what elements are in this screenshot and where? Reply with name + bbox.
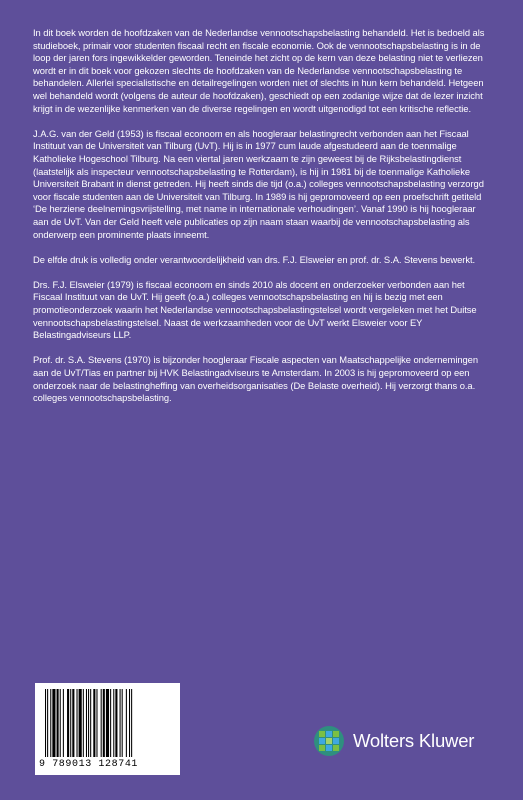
wolters-kluwer-logo-icon [313, 725, 345, 757]
publisher-logo [313, 722, 493, 762]
paragraph-author-van-der-geld: J.A.G. van der Geld (1953) is fiscaal econoom en als hoogleraar belastingrecht verbonden aan het Fiscaal Instituut van de Universiteit van Tilburg (UvT). Hij is in 1977 cum laude afgestudeerd aan de toenmalige Katholieke Hogeschool Tilburg. Na een viertal jaren werkzaam te zijn geweest bij de Rijksbelastingdienst (laatstelijk als inspecteur vennootschapsbelasting te Rotterdam), is hij in 1981 bij de toenmalige Katholieke Universiteit Brabant in dienst getreden. Hij heeft sinds die tijd (o.a.) colleges vennootschapsbelasting verzorgd voor fiscale studenten aan de Universiteit van Tilburg. In 1989 is hij gepromoveerd op een proefschrift getiteld ‘De herziene deelnemingsvrijstelling, met name in internationale verhoudingen’. Vanaf 1990 is hij hoogleraar aan de UvT. Van der Geld heeft vele publicaties op zijn naam staan waarbij de vennootschapsbelasting als onderwerp een prominente plaats inneemt. [33, 127, 484, 240]
paragraph-author-elsweier: Drs. F.J. Elsweier (1979) is fiscaal econoom en sinds 2010 als docent en onderzoeker verbonden aan het Fiscaal Instituut van de UvT. Hij geeft (o.a.) colleges vennootschapsbelasting en hij is bezig met een promotieonderzoek waarin het Nederlandse vennootschapsbelastingstelsel wordt vergeleken met het Duitse vennootschapsbelastingstelsel. Naast de werkzaamheden voor de UvT werkt Elsweier voor EY Belastingadviseurs LLP. [33, 278, 477, 341]
isbn-barcode [35, 683, 180, 775]
barcode-digits: 9 789013 128741 [39, 759, 139, 770]
paragraph-book-description: In dit boek worden de hoofdzaken van de Nederlandse vennootschapsbelasting behandeld. Het is bedoeld als studieboek, primair voor studenten fiscaal recht en fiscale economie. Ook de vennootschapsbelasting is in de loop der jaren fors ingewikkelder geworden. Teneinde het zicht op de kern van deze belasting niet te verliezen wordt er in dit boek voor gekozen slechts de hoofdzaken van de Nederlandse vennootschapsbelasting te behandelen. Allerlei specialistische en detailregelingen worden niet of slechts in hun kern behandeld. Hetgeen wel behandeld wordt (volgens de auteur de hoofdzaken), geschiedt op een zodanige wijze dat de lezer inzicht krijgt in de wezenlijke kenmerken van de diverse regelingen en wordt uitgenodigd tot een kritische reflectie. [33, 27, 485, 114]
paragraph-edition-note: De elfde druk is volledig onder verantwoordelijkheid van drs. F.J. Elsweier en prof. dr. S.A. Stevens bewerkt. [33, 253, 476, 265]
barcode-bars [43, 689, 173, 757]
blurb-text [33, 27, 493, 417]
paragraph-author-stevens: Prof. dr. S.A. Stevens (1970) is bijzonder hoogleraar Fiscale aspecten van Maatschappelijke ondernemingen aan de UvT/Tias en partner bij HVK Belastingadviseurs te Amsterdam. In 2003 is hij gepromoveerd op een onderzoek naar de belastingheffing van overheidsorganisaties (De Belaste overheid). Hij verzorgt thans o.a. colleges vennootschapsbelasting. [33, 354, 479, 404]
publisher-name: Wolters Kluwer [353, 730, 475, 751]
